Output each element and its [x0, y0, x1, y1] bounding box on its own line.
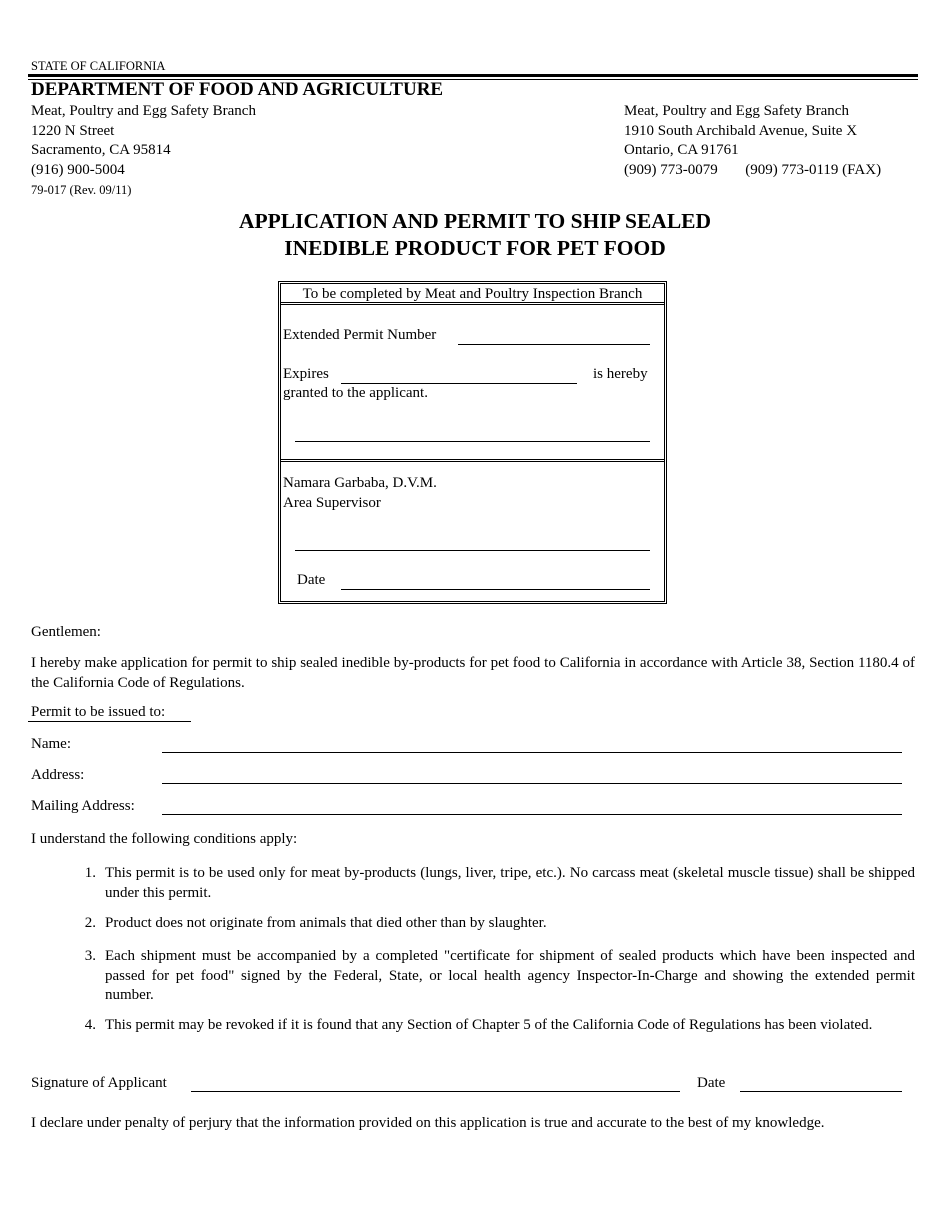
left-office-address — [31, 102, 256, 180]
signature-date-field[interactable] — [740, 1091, 902, 1092]
form-number: 79-017 (Rev. 09/11) — [31, 183, 132, 197]
left-office-phone: (916) 900-5004 — [31, 161, 125, 178]
right-office-phones — [624, 161, 881, 181]
condition-1-text: This permit is to be used only for meat by-products (lungs, liver, tripe, etc.). No carcass meat (skeletal muscle tissue) shall be shipped under this permit. — [105, 865, 915, 901]
title-line-2: INEDIBLE PRODUCT FOR PET FOOD — [284, 236, 666, 260]
mailing-address-field[interactable] — [162, 814, 902, 815]
right-office-branch: Meat, Poultry and Egg Safety Branch — [624, 103, 849, 119]
box-date-label: Date — [297, 572, 326, 588]
page-title — [0, 208, 950, 262]
condition-4-number: 4. — [84, 1017, 96, 1033]
condition-4-text: This permit may be revoked if it is found that any Section of Chapter 5 of the California Code of Regulations has been violated. — [105, 1017, 873, 1033]
box-heading: To be completed by Meat and Poultry Inspection Branch — [302, 286, 643, 302]
granted-label: granted to the applicant. — [283, 385, 428, 401]
signature-label: Signature of Applicant — [31, 1075, 167, 1091]
conditions-intro: I understand the following conditions apply: — [31, 831, 298, 847]
hereby-label: is hereby — [593, 366, 648, 382]
issuer-signature-field[interactable] — [295, 441, 650, 442]
state-label: STATE OF CALIFORNIA — [31, 59, 166, 73]
condition-2-number: 2. — [84, 915, 96, 931]
title-line-1: APPLICATION AND PERMIT TO SHIP SEALED — [238, 209, 712, 233]
permit-number-field[interactable] — [458, 344, 650, 345]
left-office-street: 1220 N Street — [31, 122, 115, 139]
supervisor-block — [283, 474, 437, 513]
salutation: Gentlemen: — [31, 624, 101, 640]
permit-issued-to-label: Permit to be issued to: — [31, 704, 166, 720]
permit-number-label: Extended Permit Number — [283, 327, 437, 343]
permit-issued-to-underline — [28, 721, 191, 722]
signature-field[interactable] — [191, 1091, 680, 1092]
address-label: Address: — [31, 767, 85, 783]
condition-3-number: 3. — [84, 948, 96, 964]
expires-label: Expires — [283, 366, 329, 382]
supervisor-title: Area Supervisor — [283, 494, 381, 511]
right-office-city: Ontario, CA 91761 — [624, 142, 739, 158]
condition-3-text: Each shipment must be accompanied by a completed "certificate for shipment of sealed products which have been inspected and passed for pet food" signed by the Federal, State, or local health agency Inspector-In-Charge and showing the extended permit number. — [105, 948, 915, 1003]
condition-2-text: Product does not originate from animals that died other than by slaughter. — [105, 915, 547, 931]
box-date-field[interactable] — [341, 589, 650, 590]
name-label: Name: — [31, 736, 71, 752]
left-office-branch: Meat, Poultry and Egg Safety Branch — [31, 103, 256, 119]
box-middle-divider — [281, 459, 664, 462]
address-field[interactable] — [162, 783, 902, 784]
supervisor-name: Namara Garbaba, D.V.M. — [283, 475, 437, 491]
condition-1-number: 1. — [84, 865, 96, 881]
declaration-text: I declare under penalty of perjury that the information provided on this application is true and accurate to the best of my knowledge. — [31, 1115, 825, 1131]
application-text: I hereby make application for permit to ship sealed inedible by-products for pet food to California in accordance with Article 38, Section 1180.4 of the California Code of Regulations. — [31, 655, 915, 691]
mailing-address-label: Mailing Address: — [31, 798, 135, 814]
right-office-fax: (909) 773-0119 (FAX) — [745, 161, 882, 178]
signature-date-label: Date — [697, 1075, 726, 1091]
header-rule-thick — [28, 74, 918, 77]
supervisor-signature-field[interactable] — [295, 550, 650, 551]
name-field[interactable] — [162, 752, 902, 753]
left-office-city: Sacramento, CA 95814 — [31, 142, 171, 158]
department-name: DEPARTMENT OF FOOD AND AGRICULTURE — [31, 79, 444, 100]
right-office-address — [624, 102, 881, 180]
right-office-street: 1910 South Archibald Avenue, Suite X — [624, 122, 858, 139]
right-office-phone: (909) 773-0079 — [624, 161, 718, 178]
